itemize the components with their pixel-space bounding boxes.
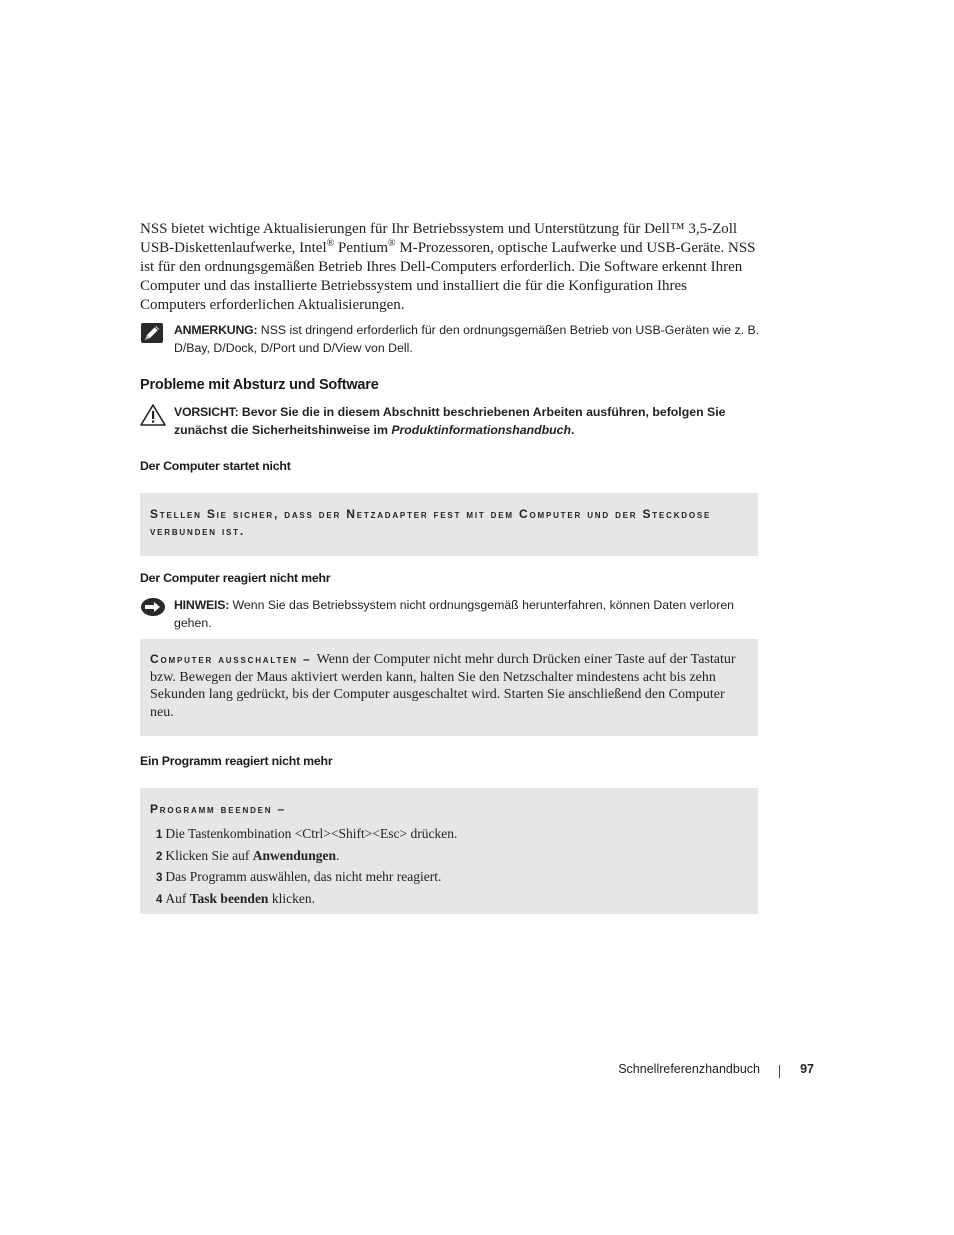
procedure-heading: Stellen Sie sicher, dass der Netzadapter fest mit dem Computer und der Steckdose verbunden ist. (150, 507, 712, 538)
caution-label: VORSICHT: (174, 405, 239, 419)
procedure-heading: Programm beenden (150, 802, 273, 816)
step-list (150, 824, 748, 910)
pencil-note-icon (140, 322, 166, 348)
note-anmerkung (140, 322, 760, 357)
procedure-text: Wenn der Computer nicht mehr durch Drücken einer Taste auf der Tastatur bzw. Bewegen der Maus aktiviert werden kann, halten Sie den Netzschalter mindestens acht bis zehn Sekunden lang gedrückt, bis der Computer ausgeschaltet wird. Starten Sie anschließend den Computer neu. (150, 652, 736, 720)
note-label: ANMERKUNG: (174, 323, 258, 337)
intro-text-3: M-Prozessoren, optische Laufwerke und USB-Geräte. NSS ist für den ordnungsgemäßen Betrieb Ihres Dell-Computers erforderlich. Die Software erkennt Ihren Computer und das installierte Betriebssystem und installiert die für die Konfiguration Ihres Computers erforderlichen Aktualisierungen. (140, 240, 756, 313)
procedure-dash: – (297, 652, 317, 666)
step-item: 2 Klicken Sie auf Anwendungen. (156, 847, 340, 863)
warning-triangle-icon (140, 404, 166, 430)
intro-paragraph (140, 220, 756, 315)
intro-text-1: NSS bietet wichtige Aktualisierungen für Ihr Betriebssystem und Unterstützung für Dell™ 3,5-Zoll USB-Diskettenlaufwerke, Intel (140, 221, 738, 256)
subsection-title-reagiert-nicht: Der Computer reagiert nicht mehr (140, 571, 331, 585)
page-number: 97 (800, 1062, 814, 1076)
procedure-box-ausschalten (140, 639, 758, 736)
caution-end: . (570, 422, 575, 437)
page-footer (560, 1062, 814, 1080)
notice-hinweis (140, 597, 760, 632)
procedure-box-programm (140, 788, 758, 914)
intro-text-2: Pentium (334, 240, 388, 256)
caution-text: Bevor Sie die in diesem Abschnitt beschriebenen Arbeiten ausführen, befolgen Sie zunächst die Sicherheitshinweise im (174, 405, 726, 437)
procedure-heading: Computer ausschalten (150, 652, 298, 666)
procedure-dash: – (272, 802, 286, 816)
section-title: Probleme mit Absturz und Software (140, 377, 379, 393)
subsection-title-startet-nicht: Der Computer startet nicht (140, 459, 291, 473)
step-item: 1 Die Tastenkombination <Ctrl><Shift><Esc> drücken. (156, 826, 458, 841)
step-item: 4 Auf Task beenden klicken. (156, 890, 315, 906)
procedure-box-netzadapter (140, 493, 758, 556)
arrow-notice-icon (140, 597, 166, 623)
note-text: NSS ist dringend erforderlich für den ordnungsgemäßen Betrieb von USB-Geräten wie z. B. D/Bay, D/Dock, D/Port und D/View von Dell. (174, 323, 760, 355)
subsection-title-programm: Ein Programm reagiert nicht mehr (140, 754, 333, 768)
footer-separator (779, 1065, 780, 1078)
footer-title: Schnellreferenzhandbuch (618, 1062, 760, 1076)
registered-mark-2: ® (388, 238, 396, 249)
caution-book-title: Produktinformationshandbuch (391, 422, 571, 437)
registered-mark-1: ® (326, 238, 335, 249)
notice-text: Wenn Sie das Betriebssystem nicht ordnungsgemäß herunterfahren, können Daten verloren gehen. (174, 598, 735, 630)
notice-label: HINWEIS: (174, 598, 230, 612)
caution-vorsicht (140, 404, 760, 439)
step-item: 3 Das Programm auswählen, das nicht mehr reagiert. (156, 869, 442, 884)
